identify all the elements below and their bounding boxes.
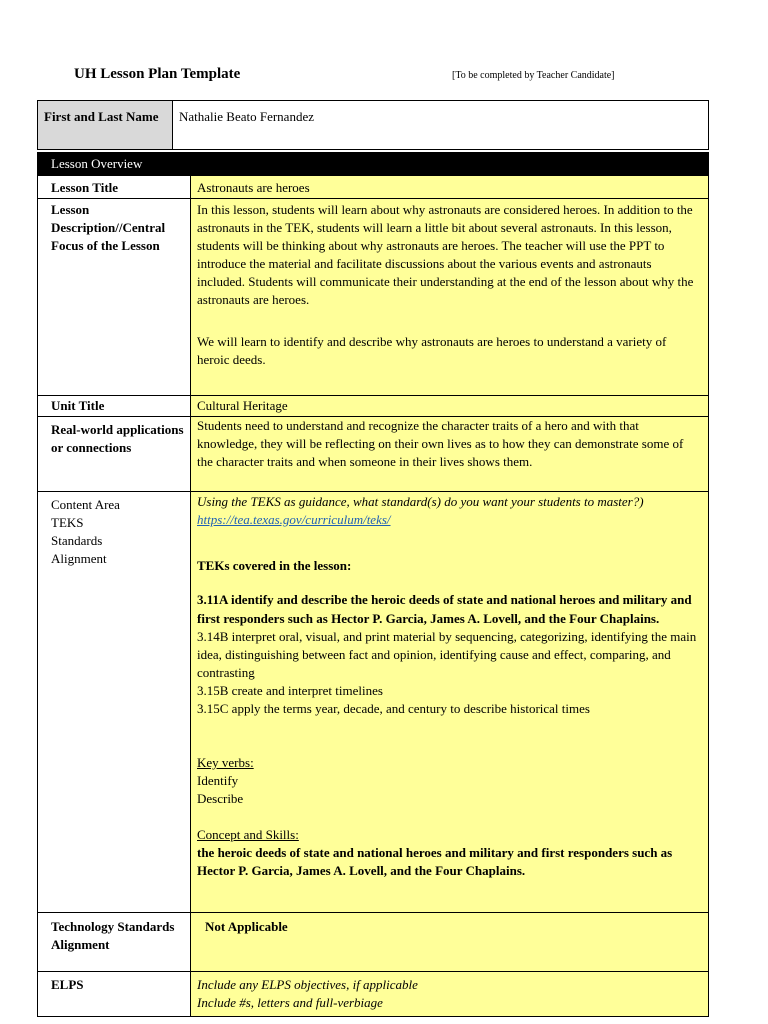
technology-label: Technology Standards Alignment — [38, 913, 191, 971]
lesson-title-label: Lesson Title — [38, 176, 191, 198]
elps-line-1: Include any ELPS objectives, if applicable — [197, 977, 418, 992]
row-lesson-title — [38, 175, 708, 198]
teks-3-11a: 3.11A identify and describe the heroic deeds of state and national heroes and military and first responders such as Hector P. Garcia, James A. Lovell, and the Four Chaplains. — [197, 592, 692, 626]
teks-guidance — [197, 493, 702, 529]
content-area-label-line-2: TEKS — [51, 515, 84, 530]
teks-heading: TEKs covered in the lesson: — [197, 558, 352, 573]
name-value[interactable]: Nathalie Beato Fernandez — [179, 109, 314, 124]
lesson-description-value[interactable] — [191, 199, 708, 395]
section-header-lesson-overview: Lesson Overview — [38, 152, 708, 175]
content-area-label-line-3: Standards — [51, 533, 103, 548]
unit-title-label: Unit Title — [38, 396, 191, 416]
teks-guidance-text: Using the TEKS as guidance, what standard(s) do you want your students to master?) — [197, 494, 644, 509]
description-paragraph-1: In this lesson, students will learn about why astronauts are considered heroes. In addition to the astronauts in the TEK, students will learn a little bit about several astronauts. In this lesson, students will be thinking about why astronauts are heroes. The teacher will use the PPT to introduce the material and facilitate discussions about the various events and astronauts included. Students will communicate their understanding at the end of the lesson about why the astronauts are heroes. — [197, 202, 694, 307]
lesson-overview-table — [37, 152, 709, 1017]
row-technology — [38, 912, 708, 971]
key-verb-describe: Describe — [197, 791, 244, 806]
concept-skills-heading: Concept and Skills: — [197, 827, 299, 842]
content-area-label-line-1: Content Area — [51, 497, 120, 512]
real-world-label: Real-world applications or connections — [38, 417, 191, 491]
document-header — [74, 66, 694, 86]
row-unit-title — [38, 395, 708, 416]
key-verbs-heading: Key verbs: — [197, 755, 254, 770]
teks-3-15c: 3.15C apply the terms year, decade, and century to describe historical times — [197, 701, 590, 716]
completion-note: [To be completed by Teacher Candidate] — [452, 70, 615, 81]
teks-link[interactable]: https://tea.texas.gov/curriculum/teks/ — [197, 512, 391, 527]
content-area-label-line-4: Alignment — [51, 551, 107, 566]
elps-label: ELPS — [38, 972, 191, 1016]
content-area-label — [38, 492, 191, 912]
document-title: UH Lesson Plan Template — [74, 66, 241, 82]
teks-3-14b: 3.14B interpret oral, visual, and print material by sequencing, categorizing, identifying the main idea, distinguishing between fact and opinion, identifying cause and effect, comparing, and contrasting — [197, 629, 697, 680]
name-table — [37, 100, 709, 150]
elps-value[interactable] — [191, 972, 708, 1016]
name-label: First and Last Name — [38, 101, 173, 149]
row-content-area — [38, 491, 708, 912]
unit-title-value[interactable]: Cultural Heritage — [191, 396, 708, 416]
key-verb-identify: Identify — [197, 773, 239, 788]
row-elps — [38, 971, 708, 1016]
technology-value[interactable]: Not Applicable — [191, 913, 708, 971]
row-lesson-description — [38, 198, 708, 395]
teks-3-15b: 3.15B create and interpret timelines — [197, 683, 383, 698]
row-real-world — [38, 416, 708, 491]
elps-line-2: Include #s, letters and full-verbiage — [197, 995, 383, 1010]
lesson-title-value[interactable]: Astronauts are heroes — [191, 176, 708, 198]
description-paragraph-2: We will learn to identify and describe why astronauts are heroes to understand a variety of heroic deeds. — [197, 334, 667, 367]
content-area-value[interactable] — [191, 492, 708, 912]
lesson-description-label: Lesson Description//Central Focus of the Lesson — [38, 199, 191, 395]
real-world-value[interactable]: Students need to understand and recognize the character traits of a hero and with that knowledge, they will be reflecting on their own lives as to how they can demonstrate some of the character traits and when someone in their lives shows them. — [191, 417, 708, 491]
concept-skills-text: the heroic deeds of state and national heroes and military and first responders such as Hector P. Garcia, James A. Lovell, and the Four Chaplains. — [197, 845, 673, 878]
